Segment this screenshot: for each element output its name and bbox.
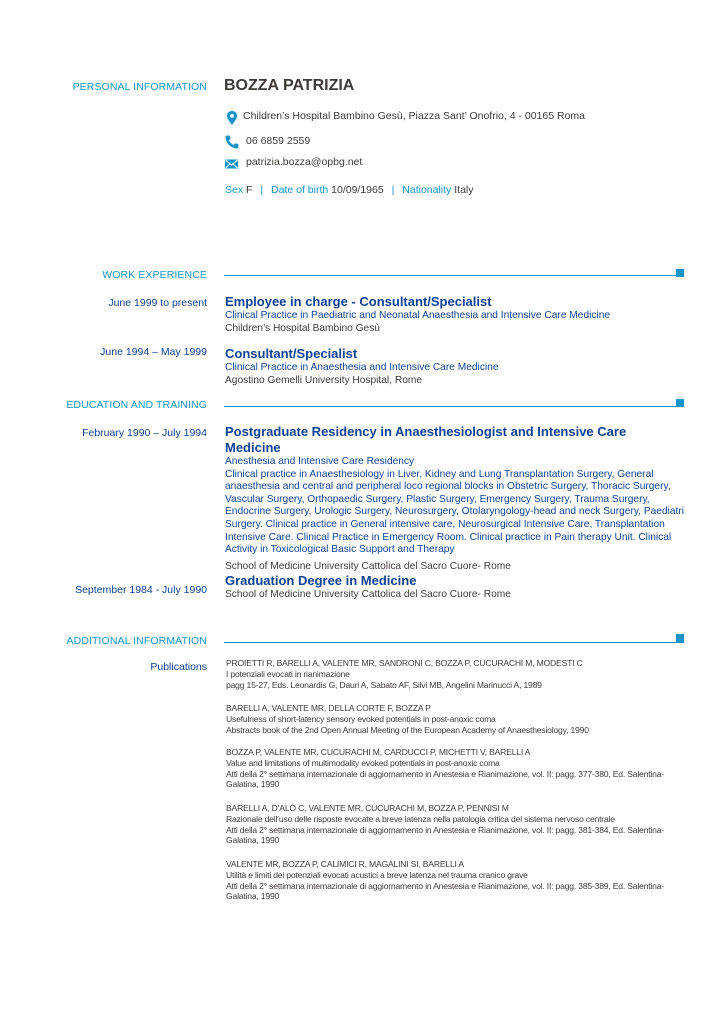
education-date: February 1990 – July 1994 [82, 427, 207, 439]
section-marker [676, 399, 684, 407]
publications-label: Publications [150, 661, 207, 673]
separator: | [391, 184, 395, 196]
email-icon [224, 156, 240, 172]
publication-authors: PROIETTI R, BARELLI A, VALENTE MR, SANDRONI C, BOZZA P, CUCURACHI M, MODESTI C [226, 658, 583, 668]
education-item [225, 573, 685, 602]
institution: School of Medicine University Cattolica del Sacro Cuore- Rome [225, 589, 511, 600]
publication-title: Utilità e limiti dei potenziali evocati acustici a breve latenza nel trauma cranico grave [226, 869, 528, 880]
education-item [225, 424, 685, 573]
publication-authors: VALENTE MR, BOZZA P, CALIMICI R, MAGALINI SI, BARELLI A [226, 859, 464, 869]
section-divider [224, 275, 684, 276]
degree-description: Clinical practice in Anaesthesiology in Liver, Kidney and Lung Transplantation Surgery, General anaesthesia and central and peripheral loco regional blocks in Obstetric Surgery, Thoracic Surgery, Vascular Surgery, Orthopaedic Surgery, Plastic Surgery, Emergency Surgery, Trauma Surgery, Endocrine Surgery, Urologic Surgery, Neurosurgery, Otolaryngology-head and neck Surgery, Paediatri Surgery. Clinical practice in General intensive care, Neurosurgical Intensive Care, Transplantation Intensive Care. Clinical Practice in Emergency Room. Clinical practice in Pain therapy Unit. Clinical Activity in Toxicological Basic Support and Therapy [225, 468, 685, 556]
map-pin-icon [224, 110, 240, 126]
degree-title: Postgraduate Residency in Anaesthesiologist and Intensive Care Medicine [225, 424, 627, 455]
work-item [225, 294, 685, 335]
job-title: Consultant/Specialist [225, 346, 358, 361]
nationality-value: Italy [454, 184, 474, 196]
work-item [225, 346, 685, 387]
job-description: Clinical Practice in Anaesthesia and Intensive Care Medicine [225, 362, 499, 373]
sex-value: F [246, 184, 253, 196]
employer: Children’s Hospital Bambino Gesù [225, 322, 380, 334]
publication-authors: BOZZA P, VALENTE MR, CUCURACHI M, CARDUCCI P, MICHETTI V, BARELLI A [226, 747, 531, 757]
personal-info-label: PERSONAL INFORMATION [72, 81, 207, 93]
section-divider [224, 406, 684, 407]
phone-icon [224, 134, 240, 150]
publication-item [226, 859, 681, 902]
education-label: EDUCATION AND TRAINING [66, 399, 207, 411]
publication-item [226, 803, 681, 846]
publication-source: Atti della 2° settimana internazionale di aggiornamento in Anestesia e Rianimazione, vol. II: pagg. 385-389, Ed. Salentina- Galatina, 1990 [226, 880, 664, 902]
person-name: BOZZA PATRIZIA [224, 77, 355, 94]
publication-source: Atti della 2° settimana internazionale di aggiornamento in Anestesia e Rianimazione, vol. II: pagg. 381-384, Ed. Salentina- Galatina, 1990 [226, 824, 664, 846]
personal-meta [225, 184, 474, 196]
publication-item [226, 658, 681, 690]
work-date: June 1994 – May 1999 [100, 346, 207, 358]
sex-label: Sex [225, 184, 244, 196]
separator: | [260, 184, 264, 196]
publication-item [226, 747, 681, 790]
work-date: June 1999 to present [108, 297, 207, 309]
email-link[interactable]: patrizia.bozza@opbg.net [246, 156, 363, 168]
publication-source: Abstracts book of the 2nd Open Annual Meeting of the European Academy of Anaesthesiology, 1990 [226, 724, 589, 735]
job-title: Employee in charge - Consultant/Specialist [225, 294, 492, 309]
education-date: September 1984 - July 1990 [75, 584, 207, 596]
institution: School of Medicine University Cattolica del Sacro Cuore- Rome [225, 560, 511, 572]
section-marker [676, 269, 684, 277]
address-text: Children’s Hospital Bambino Gesù, Piazza Sant’ Onofrio, 4 - 00165 Roma [243, 110, 586, 122]
section-divider [224, 642, 684, 643]
dob-label: Date of birth [271, 184, 329, 196]
publication-title: Razionale dell’uso delle risposte evocate a breve latenza nella patologia critica del sistema nervoso centrale [226, 813, 615, 824]
publication-authors: BARELLI A, D’ALÒ C, VALENTE MR, CUCURACHI M, BOZZA P, PENNISI M [226, 803, 509, 813]
nationality-label: Nationality [402, 184, 452, 196]
publication-item [226, 703, 681, 735]
employer: Agostino Gemelli University Hospital, Rome [225, 374, 423, 386]
publication-source: pagg 15-27, Eds. Leonardis G, Dauri A, Sabato AF, Silvi MB, Angelini Marinucci A, 1989 [226, 679, 542, 690]
publication-title: Value and limitations of multimodality evoked potentials in post-anoxic coma [226, 757, 500, 768]
publication-source: Atti della 2° settimana internazionale di aggiornamento in Anestesia e Rianimazione, vol. II: pagg. 377-380, Ed. Salentina- Galatina, 1990 [226, 768, 664, 790]
section-marker [676, 634, 684, 642]
publication-title: I potenziali evocati in rianimazione [226, 668, 350, 679]
degree-subtitle: Anesthesia and Intensive Care Residency [225, 456, 415, 467]
degree-title: Graduation Degree in Medicine [225, 573, 417, 588]
dob-value: 10/09/1965 [331, 184, 384, 196]
phone-text: 06 6859 2559 [246, 135, 311, 147]
job-description: Clinical Practice in Paediatric and Neonatal Anaesthesia and Intensive Care Medicine [225, 310, 611, 321]
publication-authors: BARELLI A, VALENTE MR, DELLA CORTE F, BOZZA P [226, 703, 431, 713]
work-experience-label: WORK EXPERIENCE [102, 269, 207, 281]
additional-info-label: ADDITIONAL INFORMATION [66, 635, 207, 647]
publication-title: Usefulness of short-latency sensory evoked potentials in post-anoxic coma [226, 713, 496, 724]
